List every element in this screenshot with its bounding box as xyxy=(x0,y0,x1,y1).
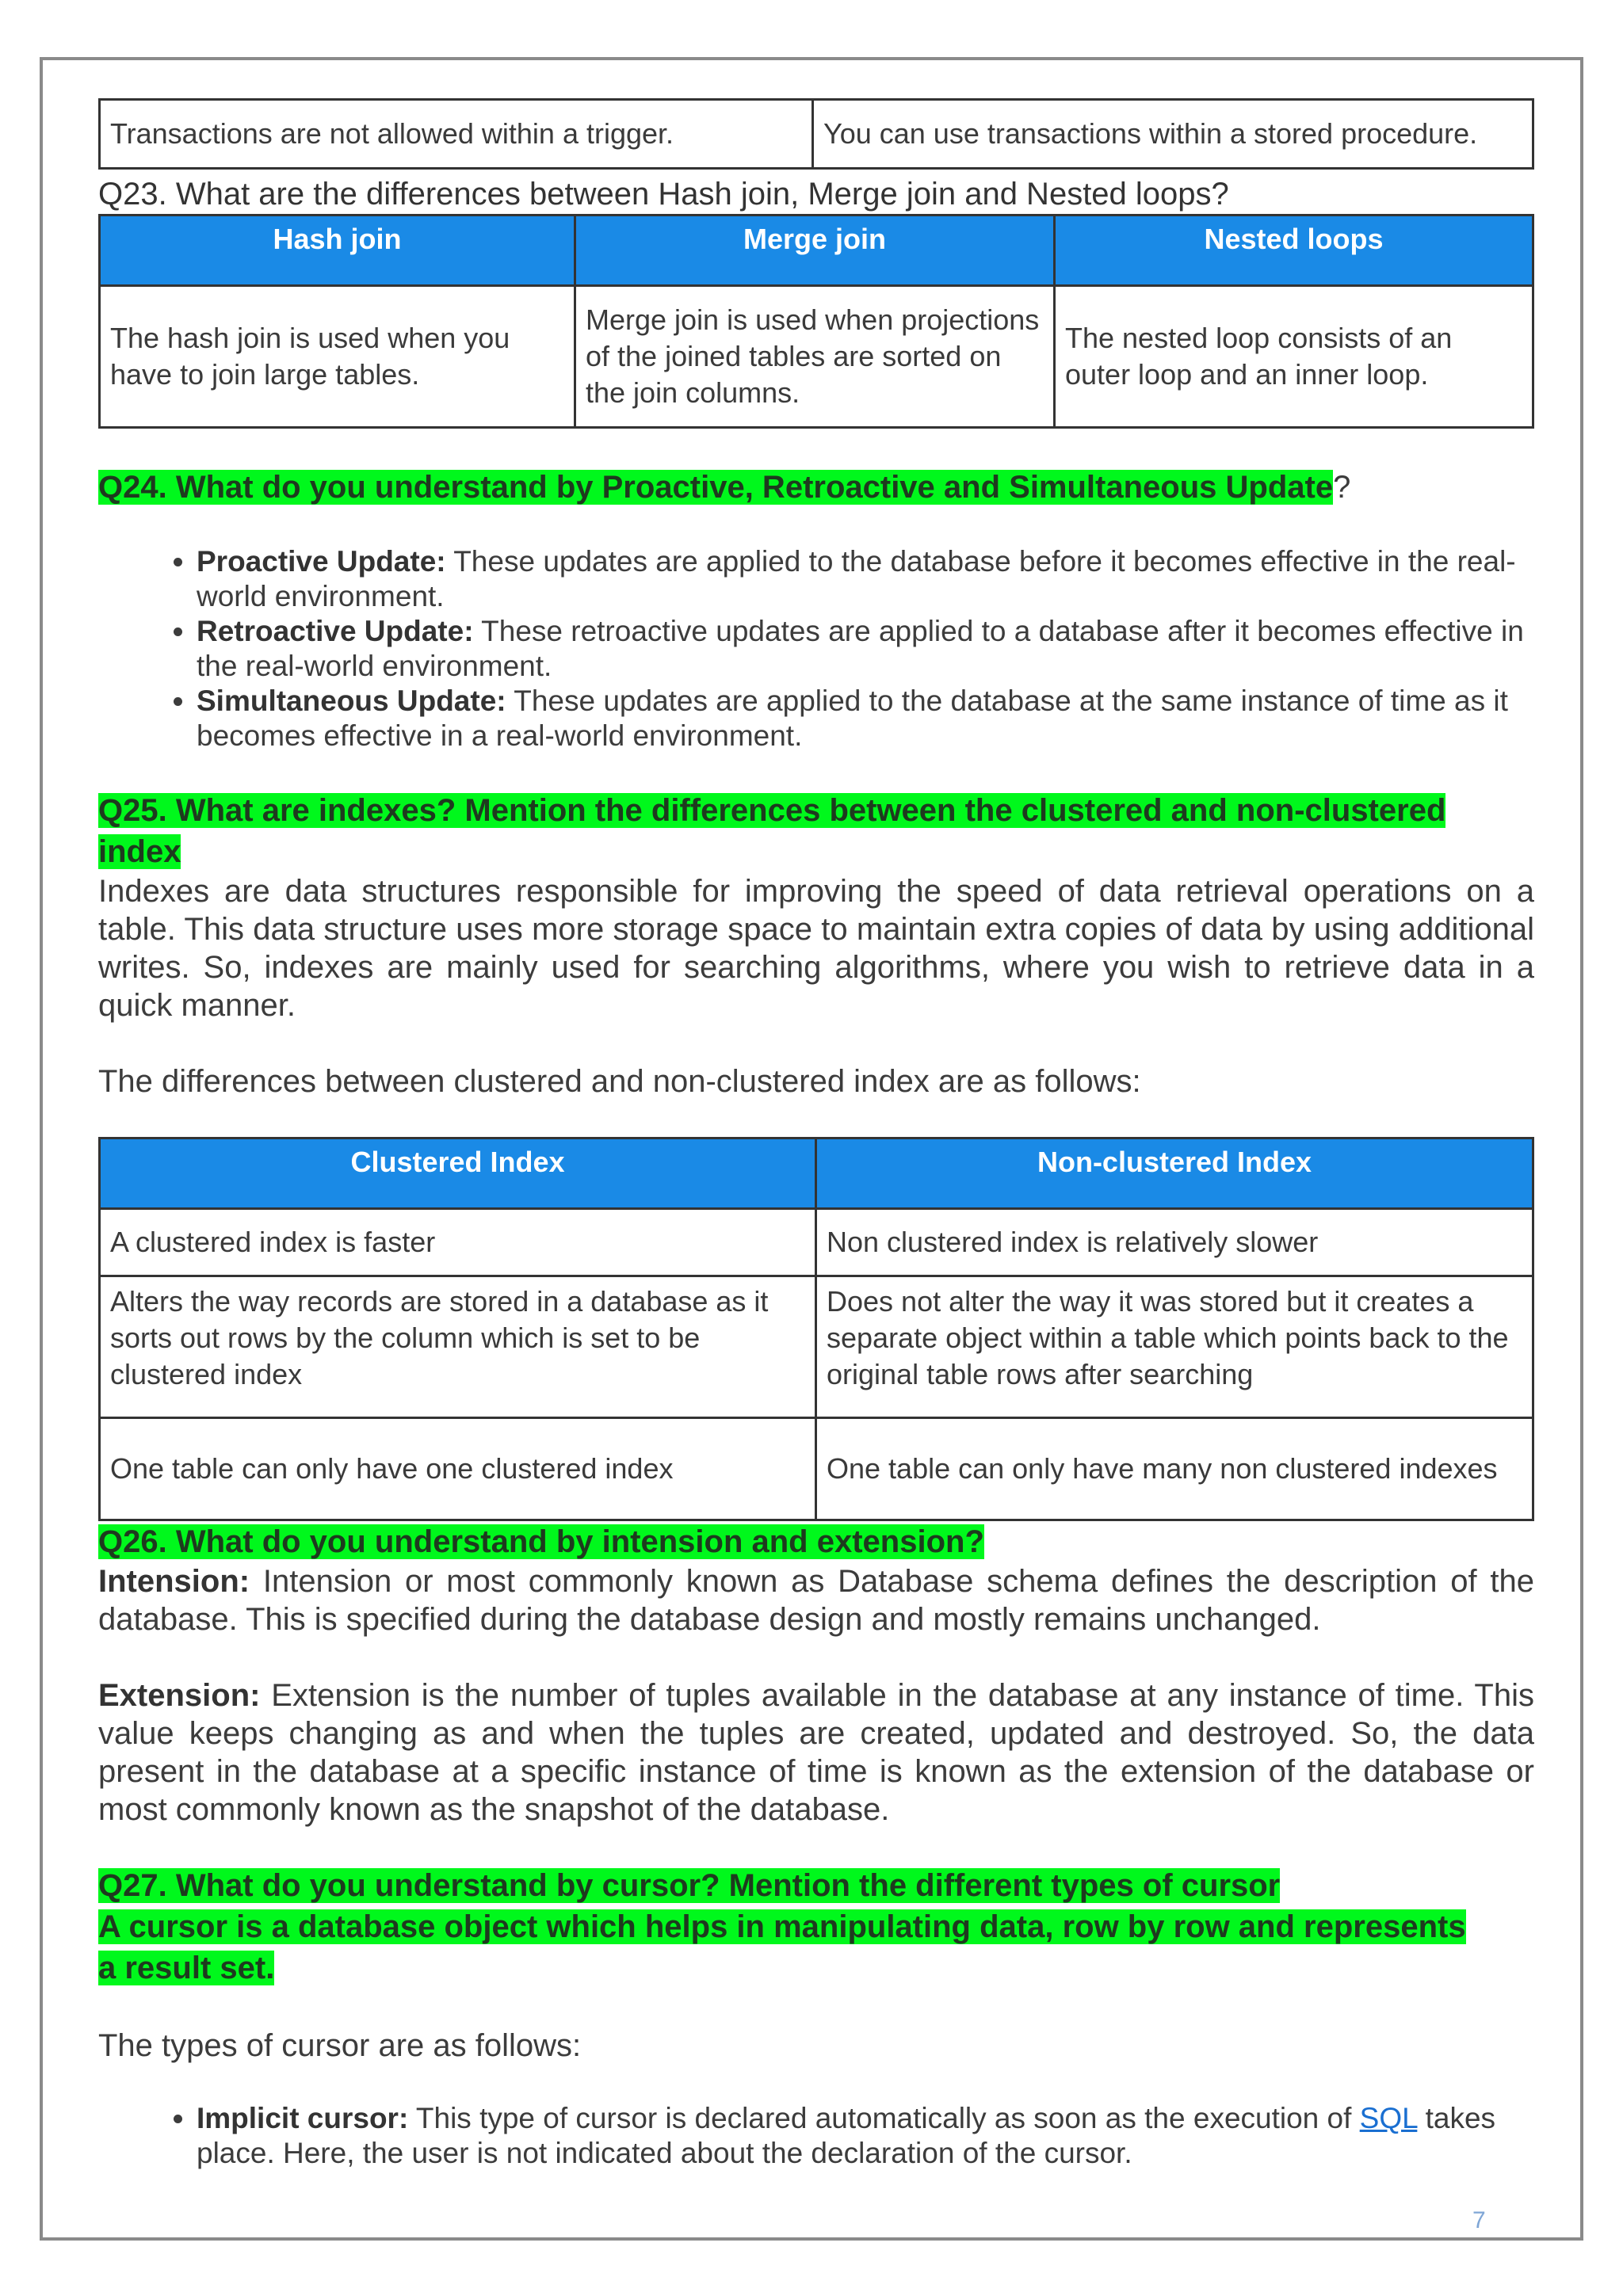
header-nested-loops: Nested loops xyxy=(1055,215,1533,286)
table-row xyxy=(100,100,1533,169)
table-cell: One table can only have one clustered index xyxy=(100,1418,816,1520)
q27-heading xyxy=(98,1865,1534,1989)
table-cell: You can use transactions within a stored procedure. xyxy=(813,100,1533,169)
table-cell: Does not alter the way it was stored but it creates a separate object within a table which points back to the original table rows after searching xyxy=(816,1276,1533,1418)
q27-intro: The types of cursor are as follows: xyxy=(98,2028,582,2063)
term: Implicit cursor: xyxy=(197,2102,409,2134)
header-non-clustered-index: Non-clustered Index xyxy=(816,1138,1533,1209)
q24-heading xyxy=(98,467,1534,508)
intension-paragraph xyxy=(98,1562,1534,1638)
list-item xyxy=(197,544,1534,614)
header-merge-join: Merge join xyxy=(575,215,1055,286)
definition-part: takes place. Here, the user is not indicated about the declaration of the cursor. xyxy=(197,2102,1496,2169)
table-cell: Alters the way records are stored in a database as it sorts out rows by the column which is set to be clustered index xyxy=(100,1276,816,1418)
table-header-row xyxy=(100,215,1533,286)
q25-heading xyxy=(98,790,1534,872)
table-row xyxy=(100,1209,1533,1276)
definition: These updates are applied to the database at the same instance of time as it becomes effective in a real-world environment. xyxy=(197,685,1508,752)
table-cell: Transactions are not allowed within a trigger. xyxy=(100,100,813,169)
index-comparison-table xyxy=(98,1137,1534,1521)
page-number: 7 xyxy=(1472,2207,1486,2233)
table-cell: The hash join is used when you have to join large tables. xyxy=(100,286,575,428)
update-types-list xyxy=(98,544,1534,753)
definition: These retroactive updates are applied to a database after it becomes effective in the real-world environment. xyxy=(197,615,1524,682)
term: Retroactive Update: xyxy=(197,615,474,647)
q25-title-line1: Q25. What are indexes? Mention the differences between the clustered and non-clustered xyxy=(98,793,1446,828)
definition-part: This type of cursor is declared automatically as soon as the execution of xyxy=(408,2102,1360,2134)
q26-heading xyxy=(98,1521,1534,1562)
list-item xyxy=(197,684,1534,753)
extension-term: Extension: xyxy=(98,1678,261,1713)
header-hash-join: Hash join xyxy=(100,215,575,286)
q25-intro: The differences between clustered and non-clustered index are as follows: xyxy=(98,1064,1141,1099)
sql-link[interactable]: SQL xyxy=(1359,2102,1418,2134)
table-cell: One table can only have many non clustered indexes xyxy=(816,1418,1533,1520)
table-cell: Non clustered index is relatively slower xyxy=(816,1209,1533,1276)
q25-title-line2: index xyxy=(98,834,181,869)
table-cell: A clustered index is faster xyxy=(100,1209,816,1276)
table-cell: Merge join is used when projections of the joined tables are sorted on the join columns. xyxy=(575,286,1055,428)
intension-term: Intension: xyxy=(98,1564,250,1599)
intension-text: Intension or most commonly known as Database schema defines the description of the database. This is specified during the database design and mostly remains unchanged. xyxy=(98,1564,1534,1637)
table-row xyxy=(100,1418,1533,1520)
table-row xyxy=(100,1276,1533,1418)
term: Proactive Update: xyxy=(197,545,446,578)
table-header-row xyxy=(100,1138,1533,1209)
header-clustered-index: Clustered Index xyxy=(100,1138,816,1209)
q23-title: Q23. What are the differences between Hash join, Merge join and Nested loops? xyxy=(98,177,1229,212)
extension-text: Extension is the number of tuples available in the database at any instance of time. This value keeps changing as and when the tuples are created, updated and destroyed. So, the data present in the database at a specific instance of time is known as the extension of the database or most commonly known as the snapshot of the database. xyxy=(98,1678,1534,1827)
definition: These updates are applied to the database before it becomes effective in the real-world environment. xyxy=(197,545,1516,612)
list-item xyxy=(197,614,1534,684)
table-row xyxy=(100,286,1533,428)
trigger-vs-procedure-table xyxy=(98,98,1534,170)
q27-answer-line2: a result set. xyxy=(98,1951,275,1985)
q27-answer-line1: A cursor is a database object which helps in manipulating data, row by row and represents xyxy=(98,1909,1466,1944)
cursor-types-list xyxy=(98,2101,1534,2171)
term: Simultaneous Update: xyxy=(197,685,506,717)
q24-title: Q24. What do you understand by Proactive, Retroactive and Simultaneous Update xyxy=(98,470,1334,505)
table-cell: The nested loop consists of an outer loop and an inner loop. xyxy=(1055,286,1533,428)
list-item xyxy=(197,2101,1534,2171)
q27-title: Q27. What do you understand by cursor? Mention the different types of cursor xyxy=(98,1868,1281,1903)
q26-title: Q26. What do you understand by intension and extension? xyxy=(98,1524,984,1559)
q25-paragraph: Indexes are data structures responsible for improving the speed of data retrieval operations on a table. This data structure uses more storage space to maintain extra copies of data by using additional writes. So, indexes are mainly used for searching algorithms, where you wish to retrieve data in a quick manner. xyxy=(98,874,1534,1023)
join-comparison-table xyxy=(98,214,1534,429)
document-content xyxy=(98,98,1534,2171)
extension-paragraph xyxy=(98,1676,1534,1829)
q24-title-tail: ? xyxy=(1333,470,1351,505)
